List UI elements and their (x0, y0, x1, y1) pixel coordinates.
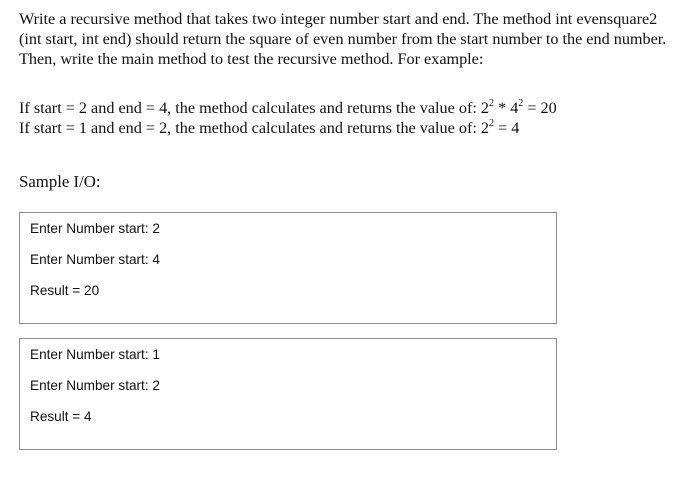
example-1-result: = 20 (523, 99, 557, 117)
example-1-base-2: 4 (510, 99, 519, 117)
problem-text-line-3: Then, write the main method to test the recursive method. For example: (19, 50, 484, 68)
sample-1-input-start: Enter Number start: 2 (30, 221, 160, 236)
examples-block (19, 98, 679, 138)
sample-2-input-end: Enter Number start: 2 (30, 378, 160, 393)
sample-2-input-start: Enter Number start: 1 (30, 347, 160, 362)
example-2-base-1: 2 (480, 119, 490, 137)
example-2-exponent-1: 2 (489, 117, 495, 129)
example-1-base-1: 2 (480, 99, 490, 117)
example-1-prefix: If start = 2 and end = 4, the method calculates and returns the value of: (19, 99, 481, 117)
problem-text-line-1: Write a recursive method that takes two integer number start and end. The method int evensquare2 (19, 10, 658, 28)
problem-statement (19, 9, 689, 69)
sample-1-input-end: Enter Number start: 4 (30, 252, 160, 267)
sample-2-result: Result = 4 (30, 409, 92, 424)
sample-io-heading: Sample I/O: (19, 172, 101, 191)
example-2-result: = 4 (494, 119, 520, 137)
sample-io-box-1 (19, 212, 557, 324)
sample-1-result: Result = 20 (30, 283, 100, 298)
example-line-2 (19, 118, 679, 138)
example-line-1 (19, 98, 679, 118)
example-2-prefix: If start = 1 and end = 2, the method calculates and returns the value of: (19, 119, 481, 137)
example-1-exponent-2: 2 (518, 97, 524, 109)
example-1-exponent-1: 2 (489, 97, 495, 109)
sample-io-box-2 (19, 338, 557, 450)
problem-text-line-2: (int start, int end) should return the square of even number from the start number to the end number. (19, 30, 667, 48)
example-1-operator: * (494, 99, 511, 117)
